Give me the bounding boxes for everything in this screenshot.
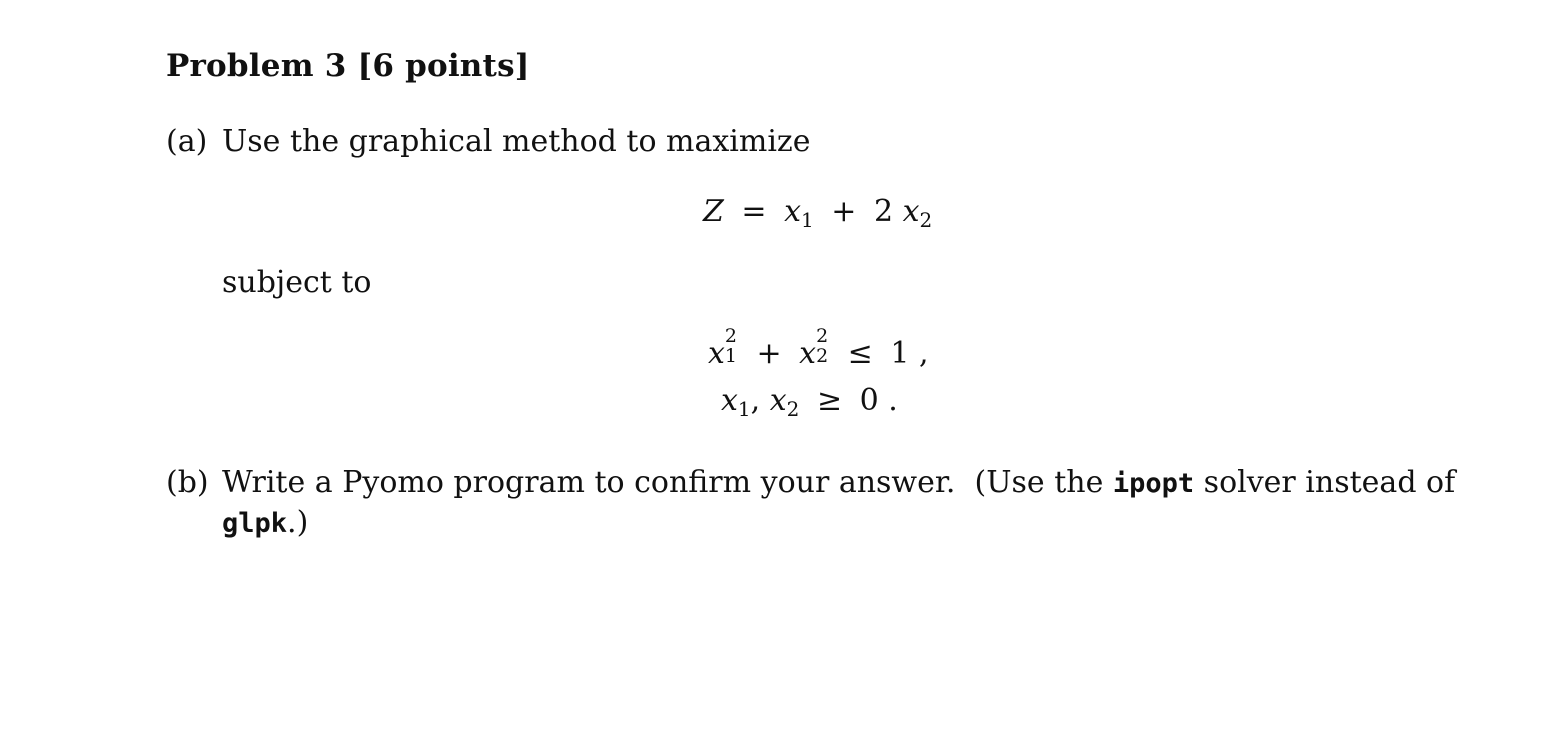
objective-x1-sub: 1 [801, 208, 814, 232]
objective-coef: 2 [873, 194, 894, 229]
part-b-text-after: solver instead of [1194, 465, 1456, 500]
constraint2-x1: x [721, 383, 738, 418]
part-a-text: Use the graphical method to maximize [222, 124, 811, 159]
constraint1-rhs: 1 [890, 336, 910, 371]
constraint1-punct: , [918, 336, 929, 371]
constraint1-x1-sup: 2 [724, 325, 738, 347]
problem-title: Problem 3 [6 points] [166, 48, 530, 84]
part-b-label: (b) [166, 465, 209, 500]
objective-x2-sub: 2 [919, 208, 933, 232]
objective-lhs: Z [703, 194, 724, 229]
constraint2-x1-sub: 1 [737, 397, 751, 421]
constraint2-rel: ≥ [816, 383, 843, 418]
part-a-label: (a) [166, 124, 208, 159]
objective-plus: + [831, 194, 857, 229]
constraint2-x2: x [769, 383, 787, 418]
constraint1-rel: ≤ [847, 336, 873, 371]
objective-function [703, 194, 933, 232]
constraint2-comma: , [750, 383, 761, 418]
constraint2-punct: . [888, 383, 898, 418]
constraint1-x2: x [799, 336, 817, 371]
objective-equals: = [741, 194, 767, 229]
constraint-nonnegativity [721, 383, 898, 421]
constraint2-x2-sub: 2 [786, 397, 800, 421]
alt-solver-name: glpk [222, 508, 288, 539]
constraint1-x1-sub: 1 [724, 345, 738, 367]
part-b-line2 [222, 505, 308, 540]
constraint1-plus: + [756, 336, 782, 371]
constraint2-rhs: 0 [859, 383, 879, 418]
solver-name: ipopt [1112, 468, 1195, 499]
part-b-line2-end: .) [287, 505, 309, 540]
part-b-text-before: Write a Pyomo program to confirm your answer. (Use the [222, 465, 1113, 500]
objective-x1: x [784, 194, 802, 229]
constraint-circle [708, 325, 929, 371]
part-b-line1 [222, 465, 1455, 500]
constraint1-x2-sub: 2 [816, 345, 829, 367]
subject-to-text: subject to [222, 265, 372, 300]
objective-x2: x [902, 194, 920, 229]
constraint1-x1: x [708, 336, 725, 371]
constraint1-x2-sup: 2 [816, 325, 829, 347]
